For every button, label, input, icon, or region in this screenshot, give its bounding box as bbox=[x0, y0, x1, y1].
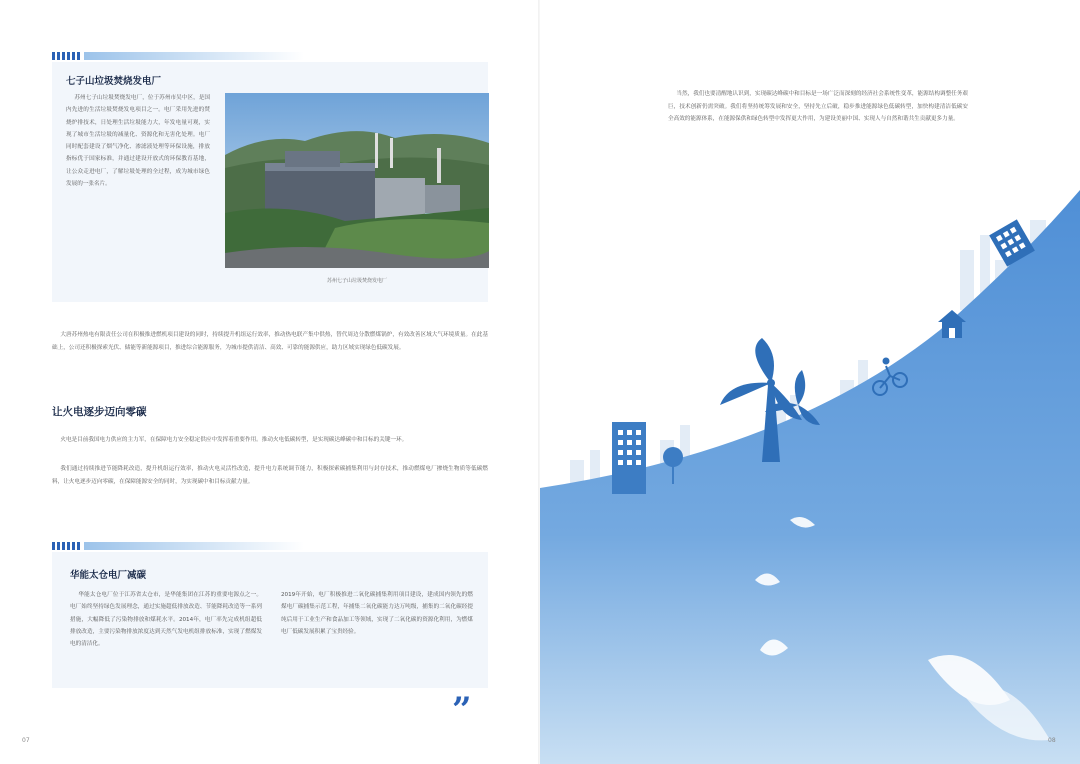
paragraph-3: 我们通过持续推进节能降耗改造，提升机组运行效率，推动火电灵活性改造，提升电力系统调节能力，积极探索碳捕集利用与封存技术，推动燃煤电厂掺烧生物质等低碳燃料，让火电逐步迈向零碳，在保障能源安全的同时，为实现碳中和目标贡献力量。 bbox=[52, 466, 488, 485]
section-marker-line bbox=[84, 52, 304, 60]
case-text: 苏州七子山垃圾焚烧发电厂，位于苏州市吴中区，是国内先进的生活垃圾焚烧发电项目之一。电厂采用先进的焚烧炉排技术，日处理生活垃圾能力大，年发电量可观，实现了城市生活垃圾的减量化、资源化和无害化处理。电厂同时配套建设了烟气净化、渗滤液处理等环保设施，排放指标优于国家标准，并通过建设开放式的环保教育基地，让公众走进电厂，了解垃圾处理的全过程，成为城市绿色发展的一张名片。 bbox=[66, 95, 210, 188]
section-marker-2 bbox=[52, 542, 80, 550]
section-marker bbox=[52, 52, 80, 60]
photo-caption: 苏州七子山垃圾焚烧发电厂 bbox=[326, 278, 387, 284]
green-city-illustration bbox=[540, 0, 1080, 764]
page-number-left: 07 bbox=[22, 737, 30, 744]
case-text-col2: 2019年开始，电厂积极推进二氧化碳捕集利用项目建设，建成国内领先的燃煤电厂碳捕集示范工程，年捕集二氧化碳能力达万吨级，捕集的二氧化碳经提纯后用于工业生产和食品加工等领域，实现了二氧化碳的资源化利用，为燃煤电厂低碳发展积累了宝贵经验。 bbox=[281, 592, 473, 635]
case-text-col1: 华能太仓电厂位于江苏省太仓市，是华能集团在江苏的重要电源点之一。电厂始终坚持绿色发展理念，通过实施超低排放改造、节能降耗改造等一系列措施，大幅降低了污染物排放和煤耗水平。2014年，电厂率先完成机组超低排放改造，主要污染物排放浓度达到天然气发电机组排放标准，实现了燃煤发电的清洁化。 bbox=[70, 592, 262, 648]
page-number-right: 08 bbox=[1048, 737, 1056, 744]
right-page bbox=[540, 0, 1080, 764]
power-plant-photo bbox=[225, 93, 489, 268]
quote-mark-icon: ” bbox=[452, 690, 472, 730]
paragraph-1: 大唐苏州热电有限责任公司在积极推进燃机项目建设的同时，持续提升机组运行效率，推动热电联产集中供热，替代周边分散燃煤锅炉，有效改善区域大气环境质量。在此基础上，公司还积极探索光伏、储能等新能源项目，推进综合能源服务，为城市提供清洁、高效、可靠的能源供应，助力区域实现绿色低碳发展。 bbox=[52, 332, 488, 351]
case-title-2: 华能太仓电厂减碳 bbox=[70, 570, 147, 581]
intro-paragraph: 当然，我们也要清醒地认识到，实现碳达峰碳中和目标是一场广泛而深刻的经济社会系统性变革，能源结构调整任务艰巨，技术创新仍需突破。我们将坚持统筹发展和安全，坚持先立后破，稳步推进能源绿色低碳转型，加快构建清洁低碳安全高效的能源体系，在能源保供和绿色转型中发挥更大作用，为建设美丽中国、实现人与自然和谐共生贡献更多力量。 bbox=[668, 91, 968, 123]
section-marker-line-2 bbox=[84, 542, 304, 550]
paragraph-2: 火电是目前我国电力供应的主力军，在保障电力安全稳定供应中发挥着重要作用。推动火电低碳转型，是实现碳达峰碳中和目标的关键一环。 bbox=[60, 437, 408, 443]
case-title: 七子山垃圾焚烧发电厂 bbox=[66, 76, 162, 87]
section-heading: 让火电逐步迈向零碳 bbox=[52, 406, 147, 418]
